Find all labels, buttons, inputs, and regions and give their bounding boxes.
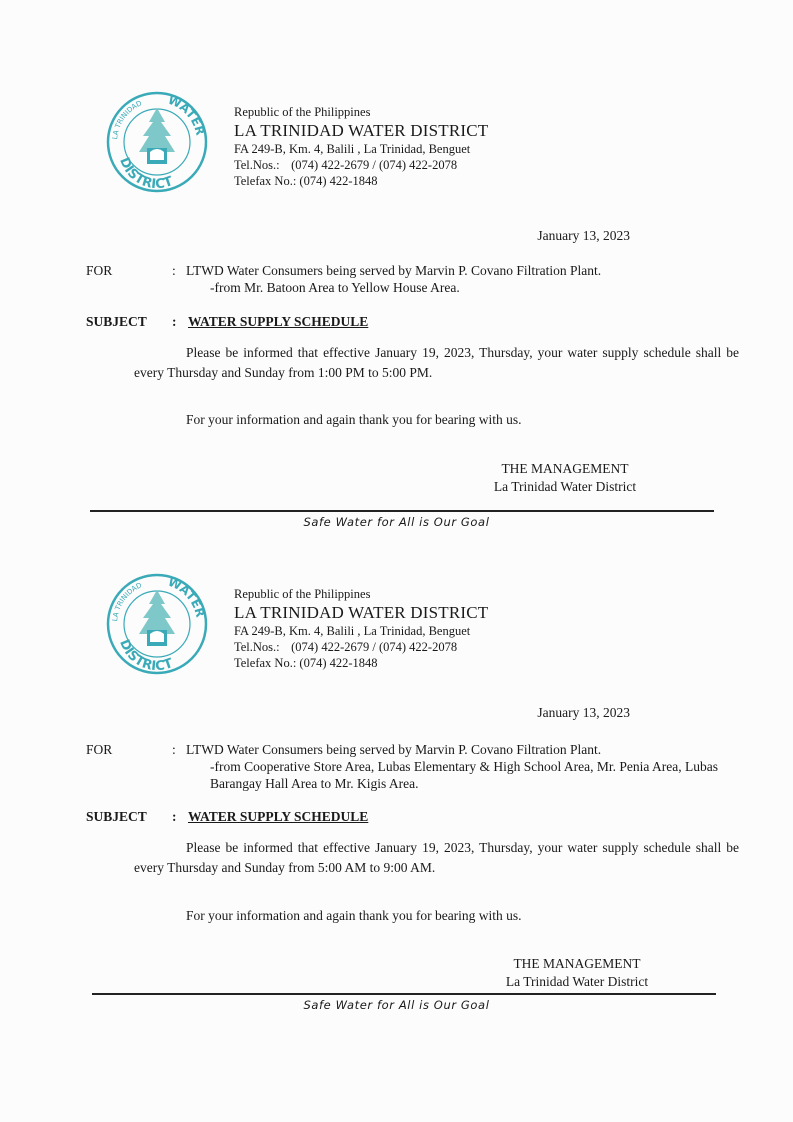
for-recipients (186, 741, 746, 792)
water-district-logo-icon (103, 88, 211, 196)
signoff (482, 955, 672, 991)
logo-text-district: DISTRICT (116, 155, 175, 193)
subject-text: WATER SUPPLY SCHEDULE (188, 809, 369, 824)
for-line-1: LTWD Water Consumers being served by Marvin P. Covano Filtration Plant. (186, 742, 602, 757)
memo-closing: For your information and again thank you for bearing with us. (186, 908, 522, 923)
water-district-logo-icon (103, 570, 211, 678)
letterhead-tel-label: Tel.Nos.: (234, 640, 280, 654)
signoff-management: THE MANAGEMENT (513, 956, 641, 971)
logo-text-water: WATER (165, 92, 208, 137)
footer-motto: Safe Water for All is Our Goal (303, 998, 490, 1012)
footer-rule (90, 510, 714, 512)
footer-rule (92, 993, 716, 995)
for-line-2: -from Mr. Batoon Area to Yellow House Area. (210, 280, 460, 295)
letterhead-org-name: LA TRINIDAD WATER DISTRICT (234, 603, 489, 622)
svg-text:LA TRINIDAD (111, 581, 143, 621)
logo-text-la-trinidad: LA TRINIDAD (111, 99, 144, 140)
for-colon: : (172, 742, 176, 757)
letterhead-telefax: Telefax No.: (074) 422-1848 (234, 656, 378, 670)
for-label: FOR (86, 742, 113, 757)
subject-label: SUBJECT (86, 314, 147, 329)
logo-text-la-trinidad: LA TRINIDAD (111, 581, 144, 622)
logo-text-water: WATER (165, 574, 208, 619)
for-colon: : (172, 263, 176, 278)
water-district-logo (103, 88, 211, 196)
svg-text:WATER (166, 575, 208, 619)
letterhead (234, 586, 488, 671)
subject-row (86, 314, 369, 330)
subject-label: SUBJECT (86, 809, 147, 824)
memo-body: Please be informed that effective January 19, 2023, Thursday, your water supply schedule shall be every Thursday and Sunday from 1:00 PM to 5:00 PM. (134, 345, 739, 380)
letterhead-tel-label: Tel.Nos.: (234, 158, 280, 172)
for-label: FOR (86, 263, 113, 278)
subject-colon: : (172, 809, 177, 824)
letterhead (234, 104, 488, 189)
memo-date: January 13, 2023 (537, 228, 630, 243)
letterhead-address: FA 249-B, Km. 4, Balili , La Trinidad, Benguet (234, 142, 471, 156)
letterhead-org-name: LA TRINIDAD WATER DISTRICT (234, 121, 489, 140)
memo-1 (0, 0, 793, 540)
for-line-1: LTWD Water Consumers being served by Marvin P. Covano Filtration Plant. (186, 263, 602, 278)
memo-date: January 13, 2023 (537, 705, 630, 720)
letterhead-republic: Republic of the Philippines (234, 587, 371, 601)
svg-text:WATER (166, 93, 208, 137)
footer-motto: Safe Water for All is Our Goal (303, 515, 490, 529)
letterhead-republic: Republic of the Philippines (234, 105, 371, 119)
signoff-organization: La Trinidad Water District (505, 974, 649, 989)
letterhead-telefax: Telefax No.: (074) 422-1848 (234, 174, 378, 188)
water-district-logo (103, 570, 211, 678)
signoff-organization: La Trinidad Water District (493, 479, 637, 494)
signoff-management: THE MANAGEMENT (501, 461, 629, 476)
subject-text: WATER SUPPLY SCHEDULE (188, 314, 369, 329)
letterhead-tel (234, 639, 488, 655)
letterhead-tel-numbers: (074) 422-2679 / (074) 422-2078 (291, 640, 458, 654)
letterhead-tel-numbers: (074) 422-2679 / (074) 422-2078 (291, 158, 458, 172)
logo-text-district: DISTRICT (116, 637, 175, 675)
for-line-2: -from Cooperative Store Area, Lubas Elementary & High School Area, Mr. Penia Area, Lubas Barangay Hall Area to Mr. Kigis Area. (210, 759, 718, 791)
memo-body: Please be informed that effective January 19, 2023, Thursday, your water supply schedule shall be every Thursday and Sunday from 5:00 AM to 9:00 AM. (134, 840, 739, 875)
signoff (470, 460, 660, 496)
subject-colon: : (172, 314, 177, 329)
svg-text:LA TRINIDAD (111, 99, 143, 139)
memo-2 (0, 570, 793, 1010)
memo-closing: For your information and again thank you for bearing with us. (186, 412, 522, 427)
letterhead-tel (234, 157, 488, 173)
for-recipients (186, 262, 746, 296)
subject-row (86, 809, 369, 825)
letterhead-address: FA 249-B, Km. 4, Balili , La Trinidad, Benguet (234, 624, 471, 638)
